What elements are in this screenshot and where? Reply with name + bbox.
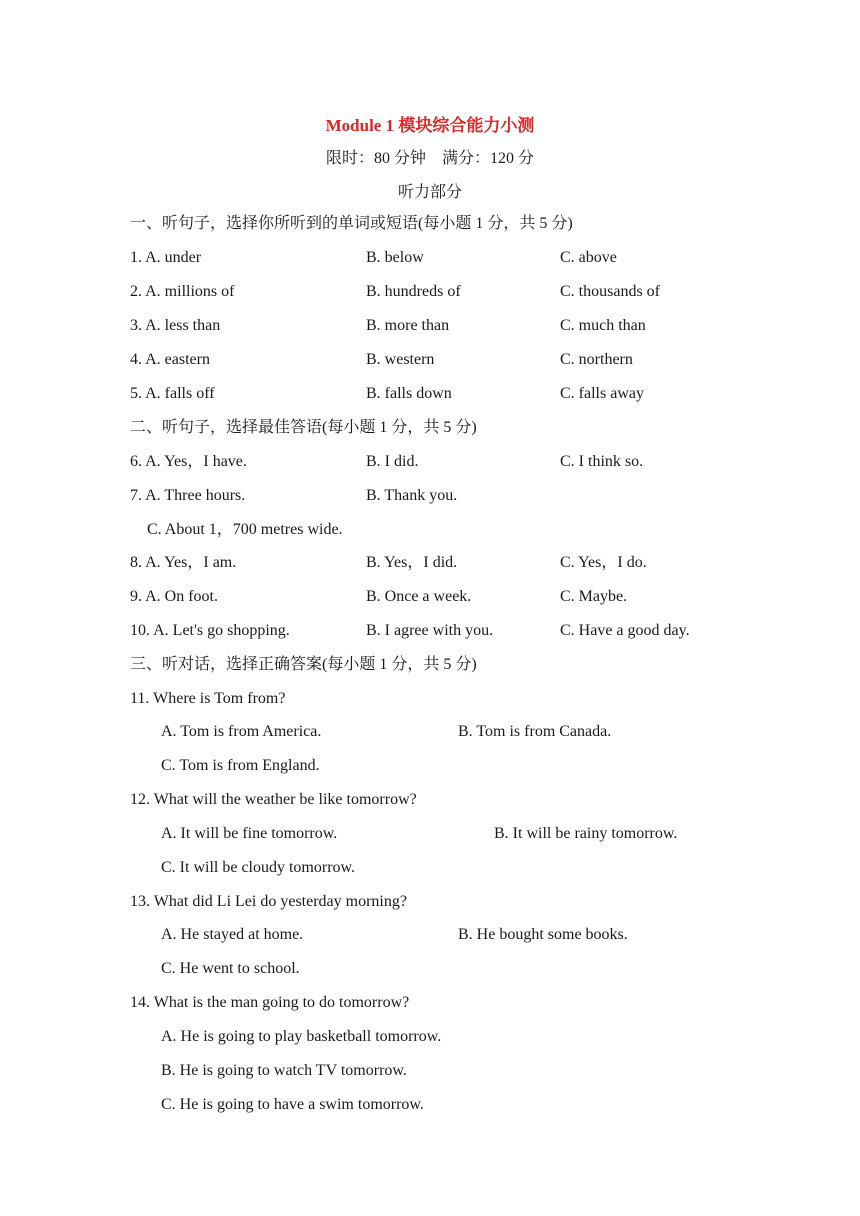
q14-option-c: C. He is going to have a swim tomorrow. <box>161 1096 424 1113</box>
q13-option-a: A. He stayed at home. <box>161 926 304 943</box>
q7-option-c: C. About 1，700 metres wide. <box>147 521 343 538</box>
q12-stem: 12. What will the weather be like tomorrow? <box>130 791 417 808</box>
q12-option-b: B. It will be rainy tomorrow. <box>494 825 678 842</box>
q10-option-a: 10. A. Let's go shopping. <box>130 622 290 639</box>
page-title: Module 1 模块综合能力小测 <box>325 116 535 135</box>
q5-option-c: C. falls away <box>560 385 644 402</box>
q8-option-b: B. Yes，I did. <box>366 554 458 571</box>
q9-option-b: B. Once a week. <box>366 588 472 605</box>
q5-option-b: B. falls down <box>366 385 452 402</box>
q3-option-b: B. more than <box>366 317 450 334</box>
section2-heading: 二、听句子，选择最佳答语(每小题 1 分，共 5 分) <box>130 419 477 436</box>
q8-option-a: 8. A. Yes，I am. <box>130 554 237 571</box>
q6-option-c: C. I think so. <box>560 453 644 470</box>
q4-option-b: B. western <box>366 351 435 368</box>
section1-heading: 一、听句子，选择你所听到的单词或短语(每小题 1 分，共 5 分) <box>130 215 573 232</box>
q13-option-b: B. He bought some books. <box>458 926 628 943</box>
q11-stem: 11. Where is Tom from? <box>130 690 286 707</box>
q2-option-b: B. hundreds of <box>366 283 461 300</box>
q13-option-c: C. He went to school. <box>161 960 300 977</box>
q6-option-a: 6. A. Yes，I have. <box>130 453 247 470</box>
q4-option-a: 4. A. eastern <box>130 351 210 368</box>
q2-option-c: C. thousands of <box>560 283 660 300</box>
q1-option-c: C. above <box>560 249 617 266</box>
time-score-info: 限时：80 分钟 满分：120 分 <box>325 150 534 167</box>
q11-option-c: C. Tom is from England. <box>161 757 320 774</box>
q12-option-a: A. It will be fine tomorrow. <box>161 825 338 842</box>
q6-option-b: B. I did. <box>366 453 419 470</box>
q7-option-a: 7. A. Three hours. <box>130 487 246 504</box>
q4-option-c: C. northern <box>560 351 633 368</box>
q8-option-c: C. Yes，I do. <box>560 554 647 571</box>
q14-stem: 14. What is the man going to do tomorrow? <box>130 994 410 1011</box>
q11-option-b: B. Tom is from Canada. <box>458 723 612 740</box>
q10-option-c: C. Have a good day. <box>560 622 690 639</box>
q12-option-c: C. It will be cloudy tomorrow. <box>161 859 356 876</box>
part-heading: 听力部分 <box>397 184 462 201</box>
q2-option-a: 2. A. millions of <box>130 283 235 300</box>
q3-option-a: 3. A. less than <box>130 317 221 334</box>
q1-option-a: 1. A. under <box>130 249 202 266</box>
q11-option-a: A. Tom is from America. <box>161 723 322 740</box>
q9-option-c: C. Maybe. <box>560 588 628 605</box>
q14-option-b: B. He is going to watch TV tomorrow. <box>161 1062 407 1079</box>
q10-option-b: B. I agree with you. <box>366 622 494 639</box>
q1-option-b: B. below <box>366 249 424 266</box>
q3-option-c: C. much than <box>560 317 646 334</box>
q9-option-a: 9. A. On foot. <box>130 588 218 605</box>
q13-stem: 13. What did Li Lei do yesterday morning? <box>130 893 407 910</box>
section3-heading: 三、听对话，选择正确答案(每小题 1 分，共 5 分) <box>130 656 477 673</box>
q7-option-b: B. Thank you. <box>366 487 458 504</box>
q14-option-a: A. He is going to play basketball tomorrow. <box>161 1028 442 1045</box>
q5-option-a: 5. A. falls off <box>130 385 215 402</box>
